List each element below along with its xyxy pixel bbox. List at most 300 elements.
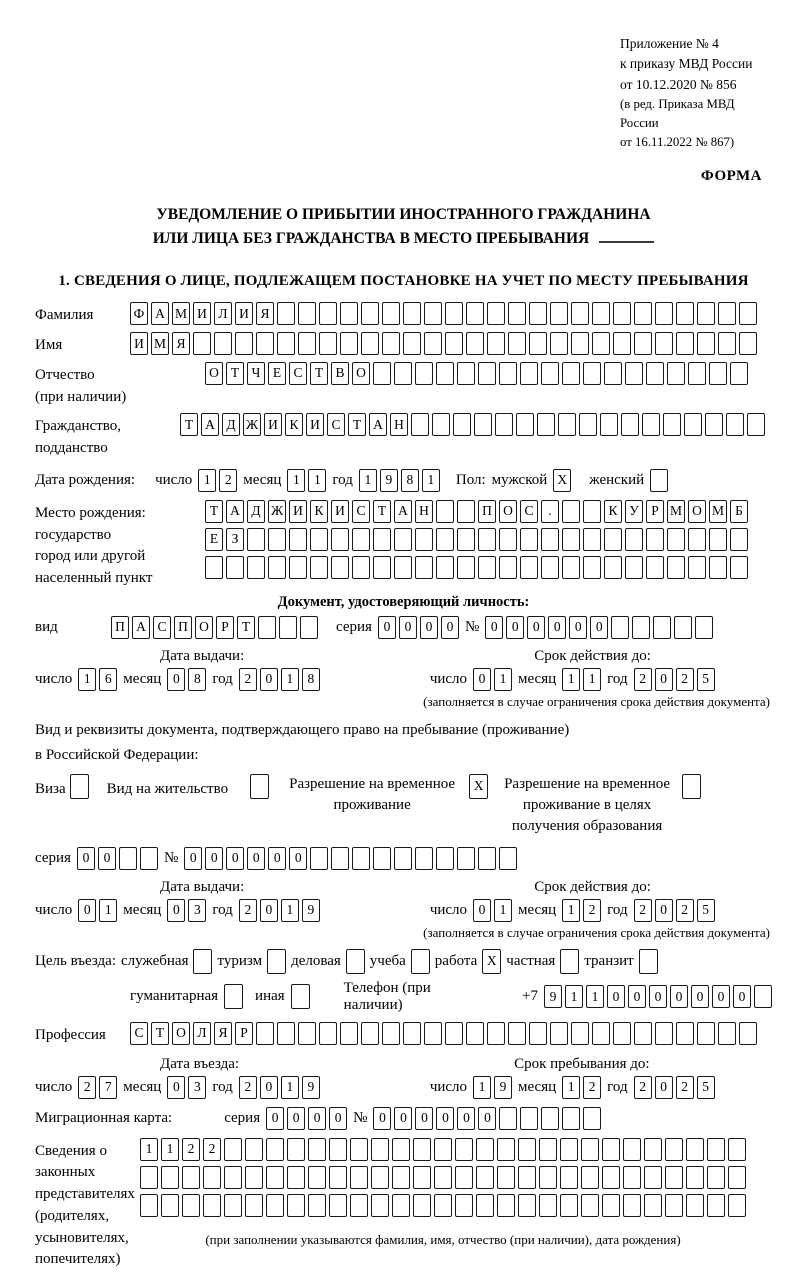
char-cell[interactable] (457, 528, 475, 551)
char-cell[interactable]: 1 (281, 1076, 299, 1099)
char-cell[interactable] (739, 1022, 757, 1045)
char-cell[interactable] (487, 332, 505, 355)
char-cell[interactable] (562, 500, 580, 523)
char-cell[interactable] (361, 332, 379, 355)
char-cell[interactable] (457, 362, 475, 385)
char-cell[interactable]: К (285, 413, 303, 436)
char-cell[interactable]: П (174, 616, 192, 639)
char-cell[interactable] (518, 1138, 536, 1161)
char-cell[interactable] (289, 556, 307, 579)
char-cell[interactable]: Т (310, 362, 328, 385)
char-cell[interactable] (621, 413, 639, 436)
char-cell[interactable]: Т (226, 362, 244, 385)
char-cell[interactable] (634, 302, 652, 325)
char-cell[interactable] (119, 847, 137, 870)
char-cell[interactable] (583, 362, 601, 385)
char-cell[interactable]: 1 (565, 985, 583, 1008)
char-cell[interactable] (537, 413, 555, 436)
char-cell[interactable]: 1 (281, 668, 299, 691)
char-cell[interactable] (623, 1166, 641, 1189)
char-cell[interactable] (415, 847, 433, 870)
char-cell[interactable]: 0 (394, 1107, 412, 1130)
char-cell[interactable]: 0 (441, 616, 459, 639)
char-cell[interactable]: Д (222, 413, 240, 436)
char-cell[interactable] (298, 302, 316, 325)
char-cell[interactable]: И (235, 302, 253, 325)
char-cell[interactable]: Ч (247, 362, 265, 385)
char-cell[interactable]: Ж (243, 413, 261, 436)
char-cell[interactable] (653, 616, 671, 639)
char-cell[interactable]: С (289, 362, 307, 385)
char-cell[interactable]: М (709, 500, 727, 523)
char-cell[interactable] (705, 413, 723, 436)
char-cell[interactable]: 2 (676, 1076, 694, 1099)
char-cell[interactable] (613, 302, 631, 325)
char-cell[interactable] (646, 528, 664, 551)
char-cell[interactable] (583, 556, 601, 579)
char-cell[interactable] (499, 556, 517, 579)
char-cell[interactable] (340, 302, 358, 325)
char-cell[interactable] (193, 332, 211, 355)
char-cell[interactable] (466, 332, 484, 355)
char-cell[interactable] (319, 1022, 337, 1045)
char-cell[interactable] (466, 1022, 484, 1045)
char-cell[interactable] (352, 556, 370, 579)
char-cell[interactable] (499, 847, 517, 870)
char-cell[interactable] (340, 1022, 358, 1045)
char-cell[interactable]: 2 (634, 899, 652, 922)
char-cell[interactable] (346, 949, 365, 974)
char-cell[interactable] (478, 556, 496, 579)
char-cell[interactable] (373, 556, 391, 579)
char-cell[interactable] (267, 949, 286, 974)
char-cell[interactable]: 2 (203, 1138, 221, 1161)
char-cell[interactable] (583, 1107, 601, 1130)
char-cell[interactable] (266, 1138, 284, 1161)
char-cell[interactable] (205, 556, 223, 579)
char-cell[interactable]: В (331, 362, 349, 385)
char-cell[interactable] (634, 332, 652, 355)
char-cell[interactable] (319, 332, 337, 355)
char-cell[interactable]: О (195, 616, 213, 639)
char-cell[interactable] (747, 413, 765, 436)
char-cell[interactable] (495, 413, 513, 436)
char-cell[interactable] (655, 1022, 673, 1045)
char-cell[interactable]: 1 (473, 1076, 491, 1099)
char-cell[interactable] (478, 847, 496, 870)
char-cell[interactable]: 0 (167, 1076, 185, 1099)
char-cell[interactable]: 1 (422, 469, 440, 492)
char-cell[interactable]: 0 (260, 668, 278, 691)
char-cell[interactable] (394, 847, 412, 870)
char-cell[interactable] (686, 1138, 704, 1161)
char-cell[interactable]: 2 (634, 1076, 652, 1099)
char-cell[interactable] (529, 332, 547, 355)
char-cell[interactable] (602, 1166, 620, 1189)
char-cell[interactable] (592, 1022, 610, 1045)
char-cell[interactable] (224, 1194, 242, 1217)
char-cell[interactable]: 0 (378, 616, 396, 639)
char-cell[interactable]: 1 (78, 668, 96, 691)
char-cell[interactable] (682, 774, 701, 799)
char-cell[interactable] (277, 302, 295, 325)
char-cell[interactable]: А (201, 413, 219, 436)
char-cell[interactable] (602, 1138, 620, 1161)
char-cell[interactable] (625, 556, 643, 579)
char-cell[interactable] (571, 332, 589, 355)
char-cell[interactable]: X (553, 469, 571, 492)
char-cell[interactable]: М (151, 332, 169, 355)
char-cell[interactable] (730, 556, 748, 579)
char-cell[interactable] (352, 847, 370, 870)
char-cell[interactable] (140, 1166, 158, 1189)
char-cell[interactable] (382, 302, 400, 325)
char-cell[interactable]: 9 (380, 469, 398, 492)
char-cell[interactable]: С (327, 413, 345, 436)
char-cell[interactable]: П (478, 500, 496, 523)
char-cell[interactable]: Н (390, 413, 408, 436)
char-cell[interactable]: 8 (188, 668, 206, 691)
char-cell[interactable]: 1 (308, 469, 326, 492)
char-cell[interactable] (497, 1194, 515, 1217)
char-cell[interactable]: 6 (99, 668, 117, 691)
char-cell[interactable]: С (153, 616, 171, 639)
char-cell[interactable]: Р (646, 500, 664, 523)
char-cell[interactable]: 0 (77, 847, 95, 870)
char-cell[interactable]: 1 (562, 899, 580, 922)
char-cell[interactable]: О (205, 362, 223, 385)
char-cell[interactable] (665, 1194, 683, 1217)
char-cell[interactable] (487, 302, 505, 325)
char-cell[interactable] (268, 528, 286, 551)
char-cell[interactable]: 2 (239, 1076, 257, 1099)
char-cell[interactable]: 0 (478, 1107, 496, 1130)
char-cell[interactable] (558, 413, 576, 436)
char-cell[interactable]: 0 (473, 899, 491, 922)
char-cell[interactable]: 9 (302, 1076, 320, 1099)
char-cell[interactable] (709, 362, 727, 385)
char-cell[interactable]: 2 (634, 668, 652, 691)
char-cell[interactable]: 0 (260, 899, 278, 922)
char-cell[interactable]: 1 (161, 1138, 179, 1161)
char-cell[interactable] (392, 1166, 410, 1189)
char-cell[interactable]: 1 (494, 899, 512, 922)
char-cell[interactable]: И (193, 302, 211, 325)
char-cell[interactable]: 1 (99, 899, 117, 922)
char-cell[interactable]: 0 (415, 1107, 433, 1130)
char-cell[interactable] (224, 1166, 242, 1189)
char-cell[interactable]: 0 (98, 847, 116, 870)
char-cell[interactable]: 0 (308, 1107, 326, 1130)
char-cell[interactable] (730, 362, 748, 385)
char-cell[interactable]: И (289, 500, 307, 523)
char-cell[interactable]: 0 (712, 985, 730, 1008)
char-cell[interactable] (478, 362, 496, 385)
char-cell[interactable] (579, 413, 597, 436)
char-cell[interactable] (726, 413, 744, 436)
char-cell[interactable] (730, 528, 748, 551)
char-cell[interactable] (266, 1166, 284, 1189)
char-cell[interactable]: 9 (302, 899, 320, 922)
char-cell[interactable]: А (394, 500, 412, 523)
char-cell[interactable] (520, 362, 538, 385)
char-cell[interactable]: 3 (188, 899, 206, 922)
char-cell[interactable] (161, 1194, 179, 1217)
char-cell[interactable] (592, 332, 610, 355)
char-cell[interactable] (739, 302, 757, 325)
char-cell[interactable] (394, 528, 412, 551)
char-cell[interactable]: 0 (205, 847, 223, 870)
char-cell[interactable]: И (306, 413, 324, 436)
char-cell[interactable] (203, 1194, 221, 1217)
char-cell[interactable]: Т (237, 616, 255, 639)
char-cell[interactable]: 5 (697, 899, 715, 922)
char-cell[interactable]: 0 (167, 668, 185, 691)
char-cell[interactable]: 0 (527, 616, 545, 639)
char-cell[interactable] (583, 528, 601, 551)
char-cell[interactable]: 1 (140, 1138, 158, 1161)
char-cell[interactable] (487, 1022, 505, 1045)
char-cell[interactable] (707, 1166, 725, 1189)
char-cell[interactable]: 0 (287, 1107, 305, 1130)
char-cell[interactable]: 0 (473, 668, 491, 691)
char-cell[interactable]: 0 (548, 616, 566, 639)
char-cell[interactable] (655, 332, 673, 355)
char-cell[interactable] (140, 1194, 158, 1217)
char-cell[interactable] (371, 1138, 389, 1161)
char-cell[interactable]: К (604, 500, 622, 523)
char-cell[interactable] (279, 616, 297, 639)
char-cell[interactable]: X (482, 949, 501, 974)
char-cell[interactable] (277, 1022, 295, 1045)
char-cell[interactable]: И (264, 413, 282, 436)
char-cell[interactable] (604, 362, 622, 385)
char-cell[interactable] (329, 1138, 347, 1161)
char-cell[interactable] (684, 413, 702, 436)
char-cell[interactable] (352, 528, 370, 551)
char-cell[interactable]: 0 (506, 616, 524, 639)
char-cell[interactable] (560, 1138, 578, 1161)
char-cell[interactable] (413, 1166, 431, 1189)
char-cell[interactable]: 0 (266, 1107, 284, 1130)
char-cell[interactable] (245, 1194, 263, 1217)
char-cell[interactable] (287, 1194, 305, 1217)
char-cell[interactable] (277, 332, 295, 355)
char-cell[interactable]: Я (256, 302, 274, 325)
char-cell[interactable]: 1 (287, 469, 305, 492)
char-cell[interactable] (571, 302, 589, 325)
char-cell[interactable] (298, 332, 316, 355)
char-cell[interactable] (634, 1022, 652, 1045)
char-cell[interactable] (499, 362, 517, 385)
char-cell[interactable] (268, 556, 286, 579)
char-cell[interactable] (632, 616, 650, 639)
char-cell[interactable] (300, 616, 318, 639)
char-cell[interactable] (581, 1138, 599, 1161)
char-cell[interactable]: 0 (399, 616, 417, 639)
char-cell[interactable]: 0 (184, 847, 202, 870)
char-cell[interactable]: 2 (219, 469, 237, 492)
char-cell[interactable] (728, 1138, 746, 1161)
char-cell[interactable] (529, 1022, 547, 1045)
char-cell[interactable]: Т (373, 500, 391, 523)
char-cell[interactable] (718, 1022, 736, 1045)
char-cell[interactable]: 1 (583, 668, 601, 691)
char-cell[interactable]: 2 (583, 1076, 601, 1099)
char-cell[interactable]: 1 (562, 1076, 580, 1099)
char-cell[interactable] (539, 1138, 557, 1161)
char-cell[interactable]: 5 (697, 1076, 715, 1099)
char-cell[interactable]: 1 (586, 985, 604, 1008)
char-cell[interactable] (350, 1194, 368, 1217)
char-cell[interactable]: К (310, 500, 328, 523)
char-cell[interactable] (308, 1138, 326, 1161)
char-cell[interactable] (676, 332, 694, 355)
char-cell[interactable]: . (541, 500, 559, 523)
char-cell[interactable] (319, 302, 337, 325)
char-cell[interactable] (140, 847, 158, 870)
char-cell[interactable] (161, 1166, 179, 1189)
char-cell[interactable]: 2 (676, 668, 694, 691)
char-cell[interactable]: 2 (239, 899, 257, 922)
char-cell[interactable] (707, 1138, 725, 1161)
char-cell[interactable] (562, 1107, 580, 1130)
char-cell[interactable]: 0 (329, 1107, 347, 1130)
char-cell[interactable] (539, 1194, 557, 1217)
char-cell[interactable]: 0 (485, 616, 503, 639)
char-cell[interactable] (562, 556, 580, 579)
char-cell[interactable] (600, 413, 618, 436)
char-cell[interactable] (520, 556, 538, 579)
char-cell[interactable] (371, 1194, 389, 1217)
char-cell[interactable] (445, 1022, 463, 1045)
char-cell[interactable] (350, 1138, 368, 1161)
char-cell[interactable] (445, 332, 463, 355)
char-cell[interactable] (560, 1194, 578, 1217)
char-cell[interactable] (436, 500, 454, 523)
char-cell[interactable] (392, 1194, 410, 1217)
char-cell[interactable]: 1 (281, 899, 299, 922)
char-cell[interactable]: 7 (99, 1076, 117, 1099)
char-cell[interactable] (688, 362, 706, 385)
char-cell[interactable]: Я (172, 332, 190, 355)
char-cell[interactable] (508, 1022, 526, 1045)
char-cell[interactable] (508, 332, 526, 355)
char-cell[interactable] (436, 528, 454, 551)
char-cell[interactable]: 0 (655, 899, 673, 922)
char-cell[interactable] (613, 1022, 631, 1045)
char-cell[interactable]: У (625, 500, 643, 523)
char-cell[interactable] (623, 1194, 641, 1217)
char-cell[interactable] (256, 1022, 274, 1045)
char-cell[interactable] (518, 1166, 536, 1189)
char-cell[interactable] (455, 1138, 473, 1161)
char-cell[interactable] (665, 1138, 683, 1161)
char-cell[interactable] (310, 528, 328, 551)
char-cell[interactable]: Р (235, 1022, 253, 1045)
char-cell[interactable] (676, 1022, 694, 1045)
char-cell[interactable] (665, 1166, 683, 1189)
char-cell[interactable] (529, 302, 547, 325)
char-cell[interactable] (424, 1022, 442, 1045)
char-cell[interactable] (550, 1022, 568, 1045)
char-cell[interactable] (310, 556, 328, 579)
char-cell[interactable] (520, 528, 538, 551)
char-cell[interactable] (728, 1194, 746, 1217)
char-cell[interactable] (182, 1166, 200, 1189)
char-cell[interactable]: Т (151, 1022, 169, 1045)
char-cell[interactable]: Д (247, 500, 265, 523)
char-cell[interactable] (581, 1166, 599, 1189)
char-cell[interactable]: 0 (436, 1107, 454, 1130)
char-cell[interactable] (550, 302, 568, 325)
char-cell[interactable]: Н (415, 500, 433, 523)
char-cell[interactable]: Е (268, 362, 286, 385)
char-cell[interactable]: А (132, 616, 150, 639)
char-cell[interactable] (754, 985, 772, 1008)
char-cell[interactable]: 0 (289, 847, 307, 870)
char-cell[interactable]: 0 (649, 985, 667, 1008)
char-cell[interactable] (457, 556, 475, 579)
char-cell[interactable] (432, 413, 450, 436)
char-cell[interactable]: 0 (607, 985, 625, 1008)
char-cell[interactable] (350, 1166, 368, 1189)
char-cell[interactable] (455, 1194, 473, 1217)
char-cell[interactable] (739, 332, 757, 355)
char-cell[interactable] (688, 528, 706, 551)
char-cell[interactable] (644, 1166, 662, 1189)
char-cell[interactable] (256, 332, 274, 355)
char-cell[interactable]: С (520, 500, 538, 523)
char-cell[interactable] (411, 949, 430, 974)
char-cell[interactable] (291, 984, 310, 1009)
char-cell[interactable] (308, 1166, 326, 1189)
char-cell[interactable] (434, 1138, 452, 1161)
char-cell[interactable] (476, 1166, 494, 1189)
char-cell[interactable] (667, 556, 685, 579)
char-cell[interactable] (373, 362, 391, 385)
char-cell[interactable] (518, 1194, 536, 1217)
char-cell[interactable]: 0 (420, 616, 438, 639)
char-cell[interactable]: 2 (239, 668, 257, 691)
char-cell[interactable] (308, 1194, 326, 1217)
char-cell[interactable] (550, 332, 568, 355)
char-cell[interactable] (258, 616, 276, 639)
char-cell[interactable]: О (688, 500, 706, 523)
char-cell[interactable] (497, 1138, 515, 1161)
char-cell[interactable] (623, 1138, 641, 1161)
char-cell[interactable]: 1 (562, 668, 580, 691)
char-cell[interactable]: 2 (182, 1138, 200, 1161)
char-cell[interactable]: 1 (198, 469, 216, 492)
char-cell[interactable] (562, 362, 580, 385)
char-cell[interactable]: 0 (628, 985, 646, 1008)
char-cell[interactable] (247, 556, 265, 579)
char-cell[interactable] (361, 1022, 379, 1045)
char-cell[interactable] (474, 413, 492, 436)
char-cell[interactable] (508, 302, 526, 325)
char-cell[interactable] (455, 1166, 473, 1189)
char-cell[interactable] (718, 302, 736, 325)
char-cell[interactable]: 8 (302, 668, 320, 691)
char-cell[interactable] (214, 332, 232, 355)
char-cell[interactable] (709, 556, 727, 579)
char-cell[interactable] (245, 1166, 263, 1189)
char-cell[interactable]: Е (205, 528, 223, 551)
char-cell[interactable] (287, 1166, 305, 1189)
char-cell[interactable] (667, 528, 685, 551)
char-cell[interactable] (674, 616, 692, 639)
